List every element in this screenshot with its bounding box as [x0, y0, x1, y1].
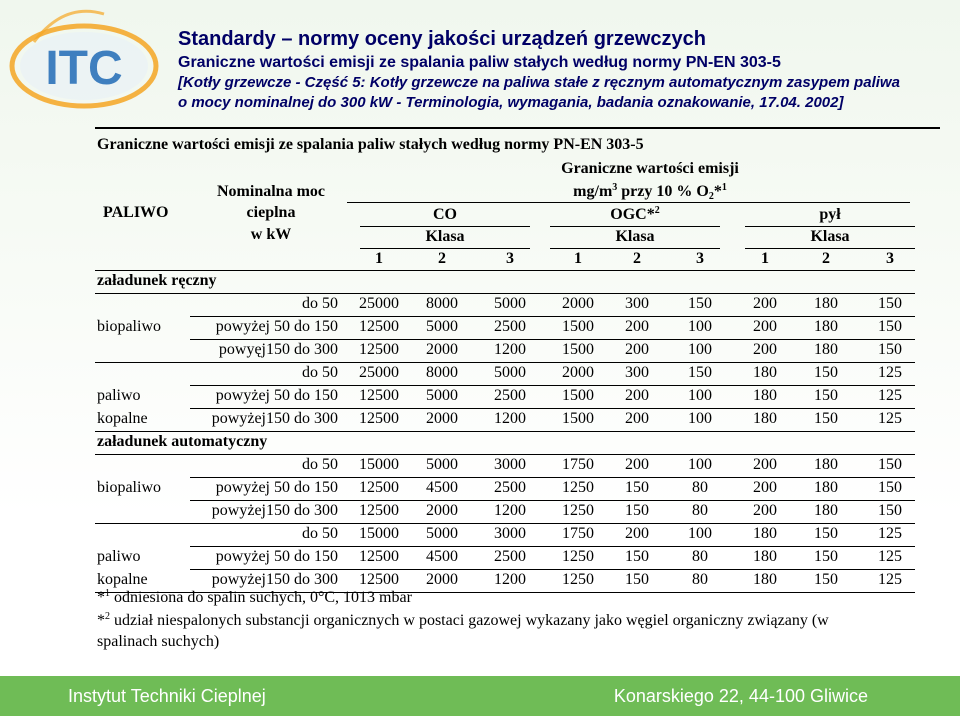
emission-value: 1500: [562, 387, 594, 404]
emission-value: 150: [878, 295, 902, 312]
emission-value: 200: [625, 525, 649, 542]
power-range: powyęj150 do 300: [218, 341, 338, 358]
power-header-line-3: w kW: [250, 226, 292, 243]
emission-value: 200: [625, 341, 649, 358]
power-range: powyżej150 do 300: [211, 571, 338, 588]
emission-value: 180: [753, 387, 777, 404]
emission-value: 2000: [426, 571, 458, 588]
emission-value: 1250: [562, 548, 594, 565]
emission-value: 100: [688, 318, 712, 335]
emission-value: 3000: [494, 525, 526, 542]
klasa-dust-underline: [745, 248, 915, 249]
pollutant-ogc: OGC*$^2$: [610, 205, 660, 223]
fuel-label: paliwo: [97, 387, 141, 404]
emission-value: 180: [814, 456, 838, 473]
footer-institute: Instytut Techniki Cieplnej: [68, 686, 266, 706]
emission-value: 1200: [494, 502, 526, 519]
row-rule: [190, 477, 915, 478]
group-rule: [95, 362, 915, 363]
fuel-label: kopalne: [97, 410, 148, 427]
co-underline: [360, 226, 530, 227]
emission-value: 100: [688, 341, 712, 358]
fuel-label: paliwo: [97, 548, 141, 565]
emission-value: 180: [753, 525, 777, 542]
emission-value: 5000: [426, 318, 458, 335]
emission-value: 180: [814, 318, 838, 335]
power-range: powyżej 50 do 150: [215, 318, 338, 335]
emission-value: 4500: [426, 548, 458, 565]
power-range: do 50: [302, 525, 338, 542]
class-number: 2: [438, 250, 446, 267]
emission-value: 200: [753, 502, 777, 519]
page-subtitle: Graniczne wartości emisji ze spalania paliw stałych według normy PN-EN 303-5: [178, 54, 781, 71]
group-rule: [95, 431, 915, 432]
pollutant-co: CO: [433, 206, 457, 223]
emission-value: 200: [625, 456, 649, 473]
footer-address: Konarskiego 22, 44-100 Gliwice: [613, 686, 868, 706]
emission-value: 180: [814, 295, 838, 312]
emission-value: 12500: [359, 387, 399, 404]
emission-value: 180: [753, 548, 777, 565]
emission-value: 2500: [494, 318, 526, 335]
emission-value: 300: [625, 295, 649, 312]
emission-value: 80: [692, 548, 708, 565]
emission-value: 100: [688, 456, 712, 473]
emission-value: 200: [753, 341, 777, 358]
class-number: 3: [886, 250, 894, 267]
fuel-header: PALIWO: [103, 204, 169, 221]
emission-value: 5000: [426, 387, 458, 404]
emission-value: 2000: [426, 410, 458, 427]
klasa-ogc: Klasa: [615, 228, 655, 245]
emission-value: 1500: [562, 341, 594, 358]
emission-value: 200: [625, 387, 649, 404]
emission-value: 3000: [494, 456, 526, 473]
emission-value: 15000: [359, 456, 399, 473]
emission-value: 150: [878, 479, 902, 496]
klasa-ogc-underline: [550, 248, 720, 249]
power-range: powyżej150 do 300: [211, 502, 338, 519]
emission-value: 5000: [426, 525, 458, 542]
emission-value: 150: [625, 502, 649, 519]
ogc-underline: [550, 226, 720, 227]
emission-value: 300: [625, 364, 649, 381]
emission-value: 125: [878, 387, 902, 404]
emission-value: 12500: [359, 341, 399, 358]
emission-value: 12500: [359, 410, 399, 427]
emission-value: 200: [625, 318, 649, 335]
emission-value: 5000: [494, 364, 526, 381]
emission-value: 150: [814, 410, 838, 427]
class-number: 2: [633, 250, 641, 267]
emission-value: 100: [688, 387, 712, 404]
power-range: powyżej 50 do 150: [215, 387, 338, 404]
row-rule: [190, 385, 915, 386]
class-number: 2: [822, 250, 830, 267]
emission-value: 180: [814, 341, 838, 358]
emission-value: 200: [753, 295, 777, 312]
power-range: powyżej 50 do 150: [215, 479, 338, 496]
emission-value: 180: [814, 479, 838, 496]
itc-logo: [4, 2, 170, 122]
section-rule: [95, 293, 915, 294]
fuel-label: biopaliwo: [97, 318, 161, 335]
section-label: załadunek ręczny: [97, 272, 217, 289]
emission-value: 4500: [426, 479, 458, 496]
emission-value: 80: [692, 571, 708, 588]
row-rule: [190, 569, 915, 570]
emission-value: 12500: [359, 548, 399, 565]
emission-value: 125: [878, 548, 902, 565]
power-header-line-1: Nominalna moc: [217, 183, 325, 200]
emission-value: 150: [814, 387, 838, 404]
emission-value: 200: [753, 479, 777, 496]
emission-value: 5000: [494, 295, 526, 312]
emission-value: 8000: [426, 295, 458, 312]
emission-value: 150: [688, 295, 712, 312]
emission-value: 150: [878, 318, 902, 335]
emission-value: 1200: [494, 571, 526, 588]
emission-value: 2500: [494, 479, 526, 496]
emission-value: 25000: [359, 295, 399, 312]
class-number: 1: [761, 250, 769, 267]
emission-value: 200: [753, 318, 777, 335]
logo-graphic: [4, 2, 170, 122]
emission-header-underline: [347, 202, 910, 203]
emission-value: 1500: [562, 318, 594, 335]
emission-value: 15000: [359, 525, 399, 542]
emission-value: 1200: [494, 341, 526, 358]
slide-header: [178, 26, 953, 113]
emission-value: 8000: [426, 364, 458, 381]
class-number: 1: [375, 250, 383, 267]
units-header: $mg/m^3$ przy 10 % $O_2*^1$: [573, 182, 727, 202]
emission-value: 100: [688, 525, 712, 542]
page-title: Standardy – normy oceny jakości urządzeń grzewczych: [178, 28, 706, 50]
footer-bar: [0, 676, 960, 716]
emission-value: 1750: [562, 456, 594, 473]
emission-value: 2000: [426, 502, 458, 519]
header-bottom-rule: [95, 270, 915, 271]
dust-underline: [745, 226, 915, 227]
pollutant-dust: pył: [819, 206, 841, 223]
emission-value: 150: [814, 571, 838, 588]
power-range: powyżej150 do 300: [211, 410, 338, 427]
emission-value: 2000: [562, 364, 594, 381]
row-rule: [190, 316, 915, 317]
emission-value: 12500: [359, 318, 399, 335]
emission-value: 180: [753, 571, 777, 588]
row-rule: [190, 408, 915, 409]
footnote-1: *$^1$ odniesiona do spalin suchych, 0°C, 1013 mbar: [97, 588, 412, 606]
power-range: powyżej 50 do 150: [215, 548, 338, 565]
reference-line-2: o mocy nominalnej do 300 kW - Terminologia, wymagania, badania oznakowanie, 17.04. 2002]: [178, 94, 844, 111]
klasa-dust: Klasa: [810, 228, 850, 245]
emission-value: 125: [878, 571, 902, 588]
emission-value: 180: [814, 502, 838, 519]
emission-value: 25000: [359, 364, 399, 381]
power-header-line-2: cieplna: [246, 204, 296, 221]
table-caption: Graniczne wartości emisji ze spalania paliw stałych według normy PN-EN 303-5: [97, 136, 644, 153]
section-rule: [95, 454, 915, 455]
klasa-co: Klasa: [425, 228, 465, 245]
emission-value: 2500: [494, 548, 526, 565]
emission-value: 1200: [494, 410, 526, 427]
emission-value: 80: [692, 502, 708, 519]
emission-value: 2000: [562, 295, 594, 312]
emission-value: 5000: [426, 456, 458, 473]
footnote-2-continued: spalinach suchych): [97, 633, 220, 650]
emission-value: 180: [753, 410, 777, 427]
class-number: 3: [696, 250, 704, 267]
klasa-co-underline: [360, 248, 530, 249]
emission-value: 12500: [359, 502, 399, 519]
emission-value: 12500: [359, 571, 399, 588]
row-rule: [190, 546, 915, 547]
section-label: załadunek automatyczny: [97, 433, 268, 450]
emission-value: 150: [878, 502, 902, 519]
emission-value: 150: [814, 548, 838, 565]
emission-value: 2500: [494, 387, 526, 404]
reference-line-1: [Kotły grzewcze - Część 5: Kotły grzewcze na paliwa stałe z ręcznym automatycznym zasypem paliwa: [178, 74, 900, 91]
emission-value: 150: [814, 364, 838, 381]
emission-value: 150: [625, 479, 649, 496]
emission-value: 2000: [426, 341, 458, 358]
emission-value: 200: [625, 410, 649, 427]
header-divider: [95, 127, 940, 129]
emission-value: 125: [878, 525, 902, 542]
emission-value: 150: [625, 571, 649, 588]
emission-value: 1250: [562, 571, 594, 588]
emission-value: 150: [814, 525, 838, 542]
power-range: do 50: [302, 295, 338, 312]
emission-value: 150: [878, 341, 902, 358]
fuel-label: biopaliwo: [97, 479, 161, 496]
emission-value: 150: [878, 456, 902, 473]
class-number: 3: [506, 250, 514, 267]
emission-value: 1500: [562, 410, 594, 427]
class-number: 1: [574, 250, 582, 267]
emission-value: 80: [692, 479, 708, 496]
emission-value: 100: [688, 410, 712, 427]
emission-value: 180: [753, 364, 777, 381]
power-range: do 50: [302, 364, 338, 381]
emission-value: 125: [878, 364, 902, 381]
fuel-label: kopalne: [97, 571, 148, 588]
emission-value: 150: [625, 548, 649, 565]
emission-value: 150: [688, 364, 712, 381]
emission-limits-header: Graniczne wartości emisji: [561, 160, 739, 177]
emission-value: 1250: [562, 502, 594, 519]
emission-value: 1250: [562, 479, 594, 496]
emission-value: 1750: [562, 525, 594, 542]
footnote-2: *$^2$ udział niespalonych substancji organicznych w postaci gazowej wykazany jako węgiel organiczny związany (w: [97, 611, 829, 629]
row-rule: [190, 339, 915, 340]
emission-value: 12500: [359, 479, 399, 496]
logo-text: ITC: [45, 42, 123, 95]
power-range: do 50: [302, 456, 338, 473]
row-rule: [190, 500, 915, 501]
emission-value: 125: [878, 410, 902, 427]
emission-value: 200: [753, 456, 777, 473]
group-rule: [95, 523, 915, 524]
